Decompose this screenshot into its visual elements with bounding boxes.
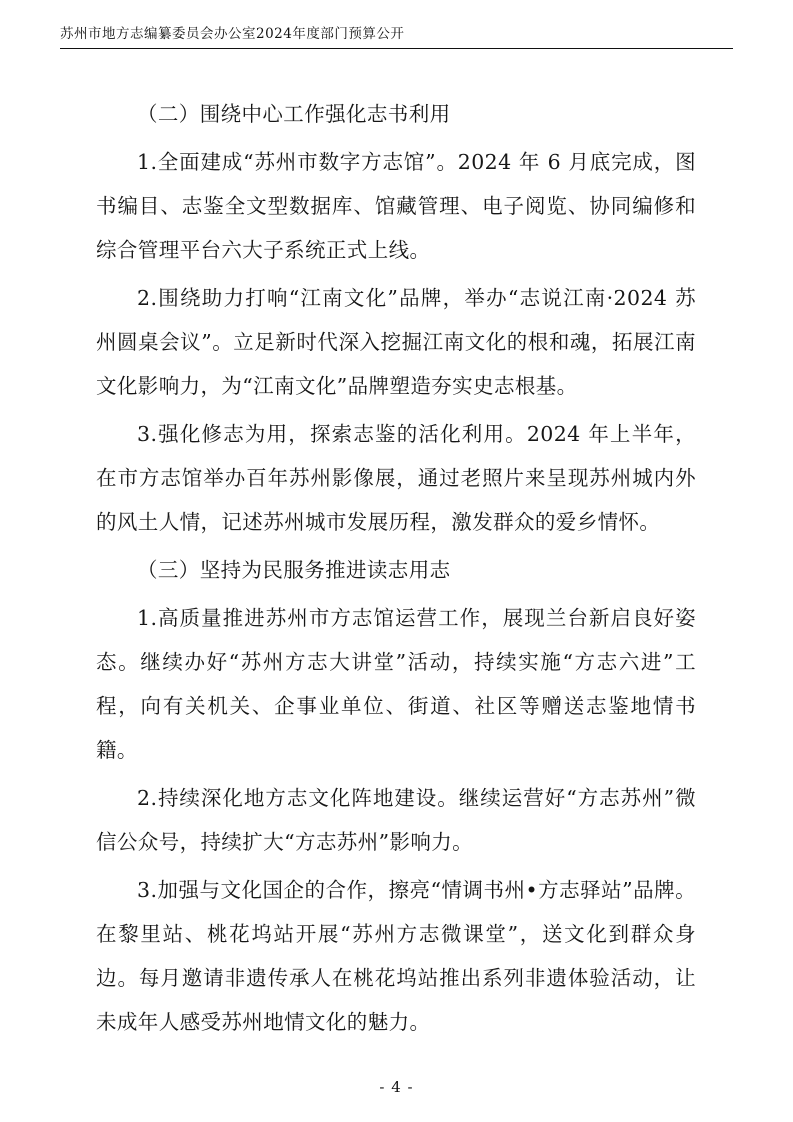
paragraph: 3.加强与文化国企的合作，擦亮“情调书州•方志驿站”品牌。在黎里站、桃花坞站开展“苏州方志微课堂”，送文化到群众身边。每月邀请非遗传承人在桃花坞站推出系列非遗体验活动，让未成年人感受苏州地情文化的魅力。: [96, 878, 696, 1034]
paragraph: 2.持续深化地方志文化阵地建设。继续运营好“方志苏州”微信公众号，持续扩大“方志苏州”影响力。: [96, 786, 696, 854]
paragraph: （二）围绕中心工作强化志书利用: [137, 102, 451, 126]
paragraph: （三）坚持为民服务推进读志用志: [137, 558, 451, 582]
header-divider: [60, 48, 733, 49]
page-number: - 4 -: [379, 1078, 414, 1096]
header-title: 苏州市地方志编纂委员会办公室2024年度部门预算公开: [60, 26, 405, 42]
paragraph: 3.强化修志为用，探索志鉴的活化利用。2024 年上半年，在市方志馆举办百年苏州影像展，通过老照片来呈现苏州城内外的风土人情，记述苏州城市发展历程，激发群众的爱乡情怀。: [96, 422, 696, 534]
document-body: [96, 92, 696, 1048]
paragraph: 2.围绕助力打响“江南文化”品牌，举办“志说江南·2024 苏州圆桌会议”。立足新时代深入挖掘江南文化的根和魂，拓展江南文化影响力，为“江南文化”品牌塑造夯实史志根基。: [96, 286, 696, 398]
paragraph: 1.全面建成“苏州市数字方志馆”。2024 年 6 月底完成，图书编目、志鉴全文型数据库、馆藏管理、电子阅览、协同编修和综合管理平台六大子系统正式上线。: [96, 150, 696, 262]
paragraph: 1.高质量推进苏州市方志馆运营工作，展现兰台新启良好姿态。继续办好“苏州方志大讲堂”活动，持续实施“方志六进”工程，向有关机关、企事业单位、街道、社区等赠送志鉴地情书籍。: [96, 606, 696, 762]
page-header: [0, 0, 793, 49]
